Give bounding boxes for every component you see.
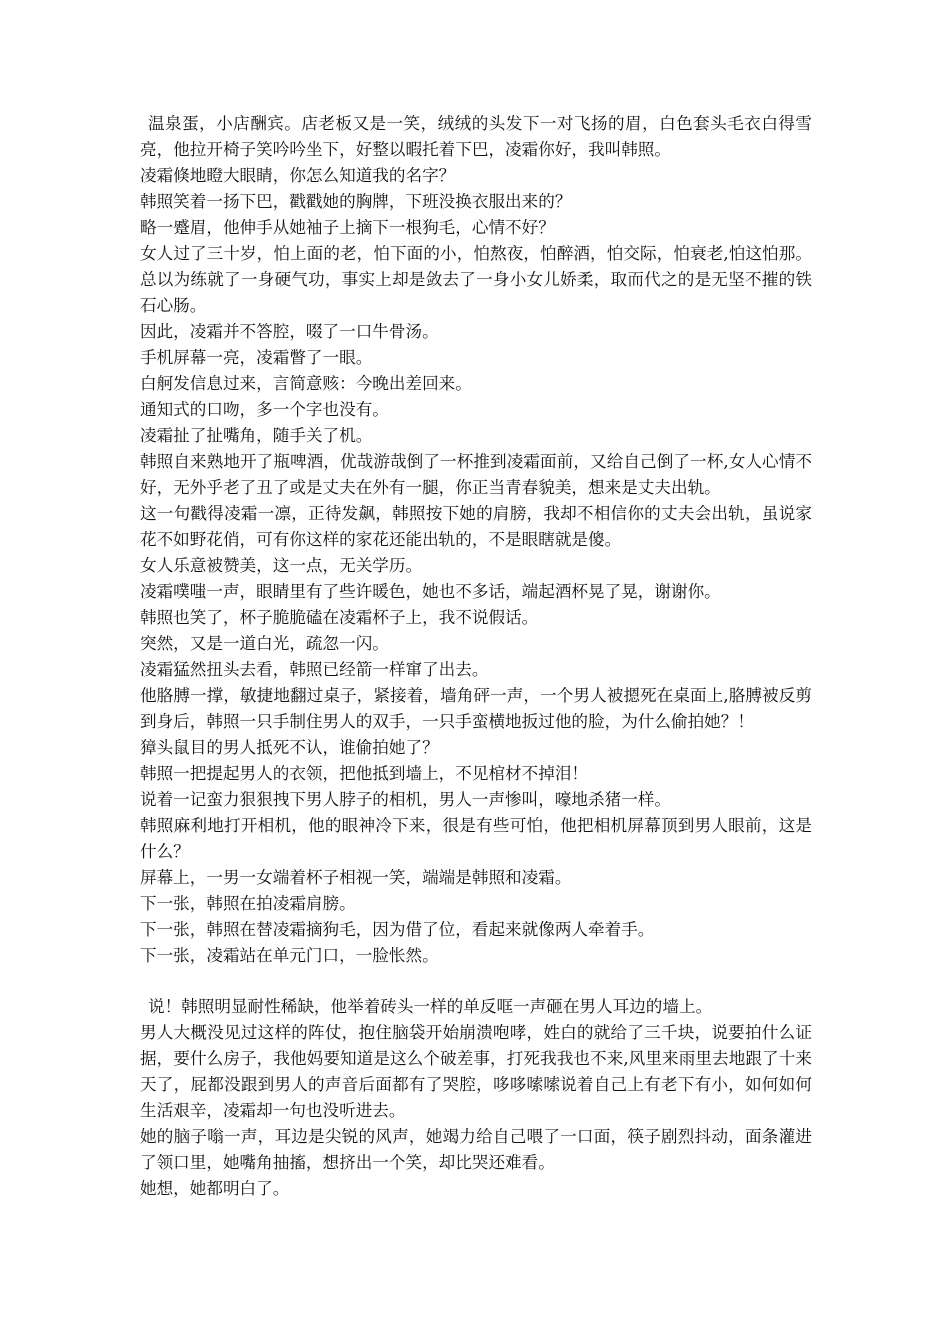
paragraph-21: 说着一记蛮力狠狠拽下男人脖子的相机，男人一声惨叫，嚎地杀猪一样。 xyxy=(140,790,671,809)
paragraph-16: 突然，又是一道白光，疏忽一闪。 xyxy=(140,634,389,653)
paragraph-27: 说！韩照明显耐性稀缺，他举着砖头一样的单反哐一声砸在男人耳边的墙上。 xyxy=(148,997,713,1016)
paragraph-22: 韩照麻利地打开相机，他的眼神冷下来，很是有些可怕，他把相机屏幕顶到男人眼前，这是什么？ xyxy=(140,816,812,861)
paragraph-13: 女人乐意被赞美，这一点，无关学历。 xyxy=(140,556,423,575)
paragraph-15: 韩照也笑了，杯子脆脆磕在凌霜杯子上，我不说假话。 xyxy=(140,608,539,627)
paragraph-17: 凌霜猛然扭头去看，韩照已经箭一样窜了出去。 xyxy=(140,660,489,679)
paragraph-23: 屏幕上，一男一女端着杯子相视一笑，端端是韩照和凌霜。 xyxy=(140,868,572,887)
paragraph-3: 韩照笑着一扬下巴，戳戳她的胸牌，下班没换衣服出来的？ xyxy=(140,192,572,211)
paragraph-5: 女人过了三十岁，怕上面的老，怕下面的小，怕熬夜，怕醉酒，怕交际，怕衰老,怕这怕那。总以为练就了一身硬气功，事实上却是敛去了一身小女儿娇柔，取而代之的是无坚不摧的铁石心肠。 xyxy=(140,244,812,315)
paragraph-2: 凌霜倏地瞪大眼睛，你怎么知道我的名字？ xyxy=(140,166,456,185)
document-body xyxy=(140,111,812,1202)
paragraph-26: 下一张，凌霜站在单元门口，一脸怅然。 xyxy=(140,946,439,965)
paragraph-19: 獐头鼠目的男人抵死不认，谁偷拍她了？ xyxy=(140,738,439,757)
paragraph-8: 白舸发信息过来，言简意赅：今晚出差回来。 xyxy=(140,374,472,393)
paragraph-6: 因此，凌霜并不答腔，啜了一口牛骨汤。 xyxy=(140,322,439,341)
paragraph-10: 凌霜扯了扯嘴角，随手关了机。 xyxy=(140,426,373,445)
paragraph-18: 他胳膊一撑，敏捷地翻过桌子，紧接着，墙角砰一声，一个男人被摁死在桌面上,胳膊被反剪到身后，韩照一只手制住男人的双手，一只手蛮横地扳过他的脸，为什么偷拍她？！ xyxy=(140,686,812,731)
paragraph-20: 韩照一把提起男人的衣领，把他抵到墙上，不见棺材不掉泪！ xyxy=(140,764,589,783)
paragraph-28: 男人大概没见过这样的阵仗，抱住脑袋开始崩溃咆哮，姓白的就给了三千块，说要拍什么证据，要什么房子，我他妈要知道是这么个破差事，打死我我也不来,风里来雨里去地跟了十来天了，屁都没跟到男人的声音后面都有了哭腔，哆哆嗦嗦说着自己上有老下有小，如何如何生活艰辛，凌霜却一句也没听进去。 xyxy=(140,1023,812,1120)
paragraph-29: 她的脑子嗡一声，耳边是尖锐的风声，她竭力给自己喂了一口面，筷子剧烈抖动，面条灌进了领口里，她嘴角抽搐，想挤出一个笑，却比哭还难看。 xyxy=(140,1127,812,1172)
paragraph-25: 下一张，韩照在替凌霜摘狗毛，因为借了位，看起来就像两人牵着手。 xyxy=(140,920,655,939)
paragraph-9: 通知式的口吻，多一个字也没有。 xyxy=(140,400,389,419)
paragraph-7: 手机屏幕一亮，凌霜瞥了一眼。 xyxy=(140,348,373,367)
paragraph-1: 温泉蛋，小店酬宾。店老板又是一笑，绒绒的头发下一对飞扬的眉，白色套头毛衣白得雪亮，他拉开椅子笑吟吟坐下，好整以暇托着下巴，凌霜你好，我叫韩照。 xyxy=(140,114,812,159)
paragraph-24: 下一张，韩照在拍凌霜肩膀。 xyxy=(140,894,356,913)
paragraph-14: 凌霜噗嗤一声，眼睛里有了些许暖色，她也不多话，端起酒杯晃了晃，谢谢你。 xyxy=(140,582,721,601)
paragraph-4: 略一蹙眉，他伸手从她袖子上摘下一根狗毛，心情不好？ xyxy=(140,218,555,237)
paragraph-30: 她想，她都明白了。 xyxy=(140,1179,290,1198)
paragraph-12: 这一句戳得凌霜一凛，正待发飙，韩照按下她的肩膀，我却不相信你的丈夫会出轨，虽说家花不如野花俏，可有你这样的家花还能出轨的，不是眼瞎就是傻。 xyxy=(140,504,812,549)
paragraph-11: 韩照自来熟地开了瓶啤酒，优哉游哉倒了一杯推到凌霜面前，又给自己倒了一杯,女人心情不好，无外乎老了丑了或是丈夫在外有一腿，你正当青春貌美，想来是丈夫出轨。 xyxy=(140,452,812,497)
